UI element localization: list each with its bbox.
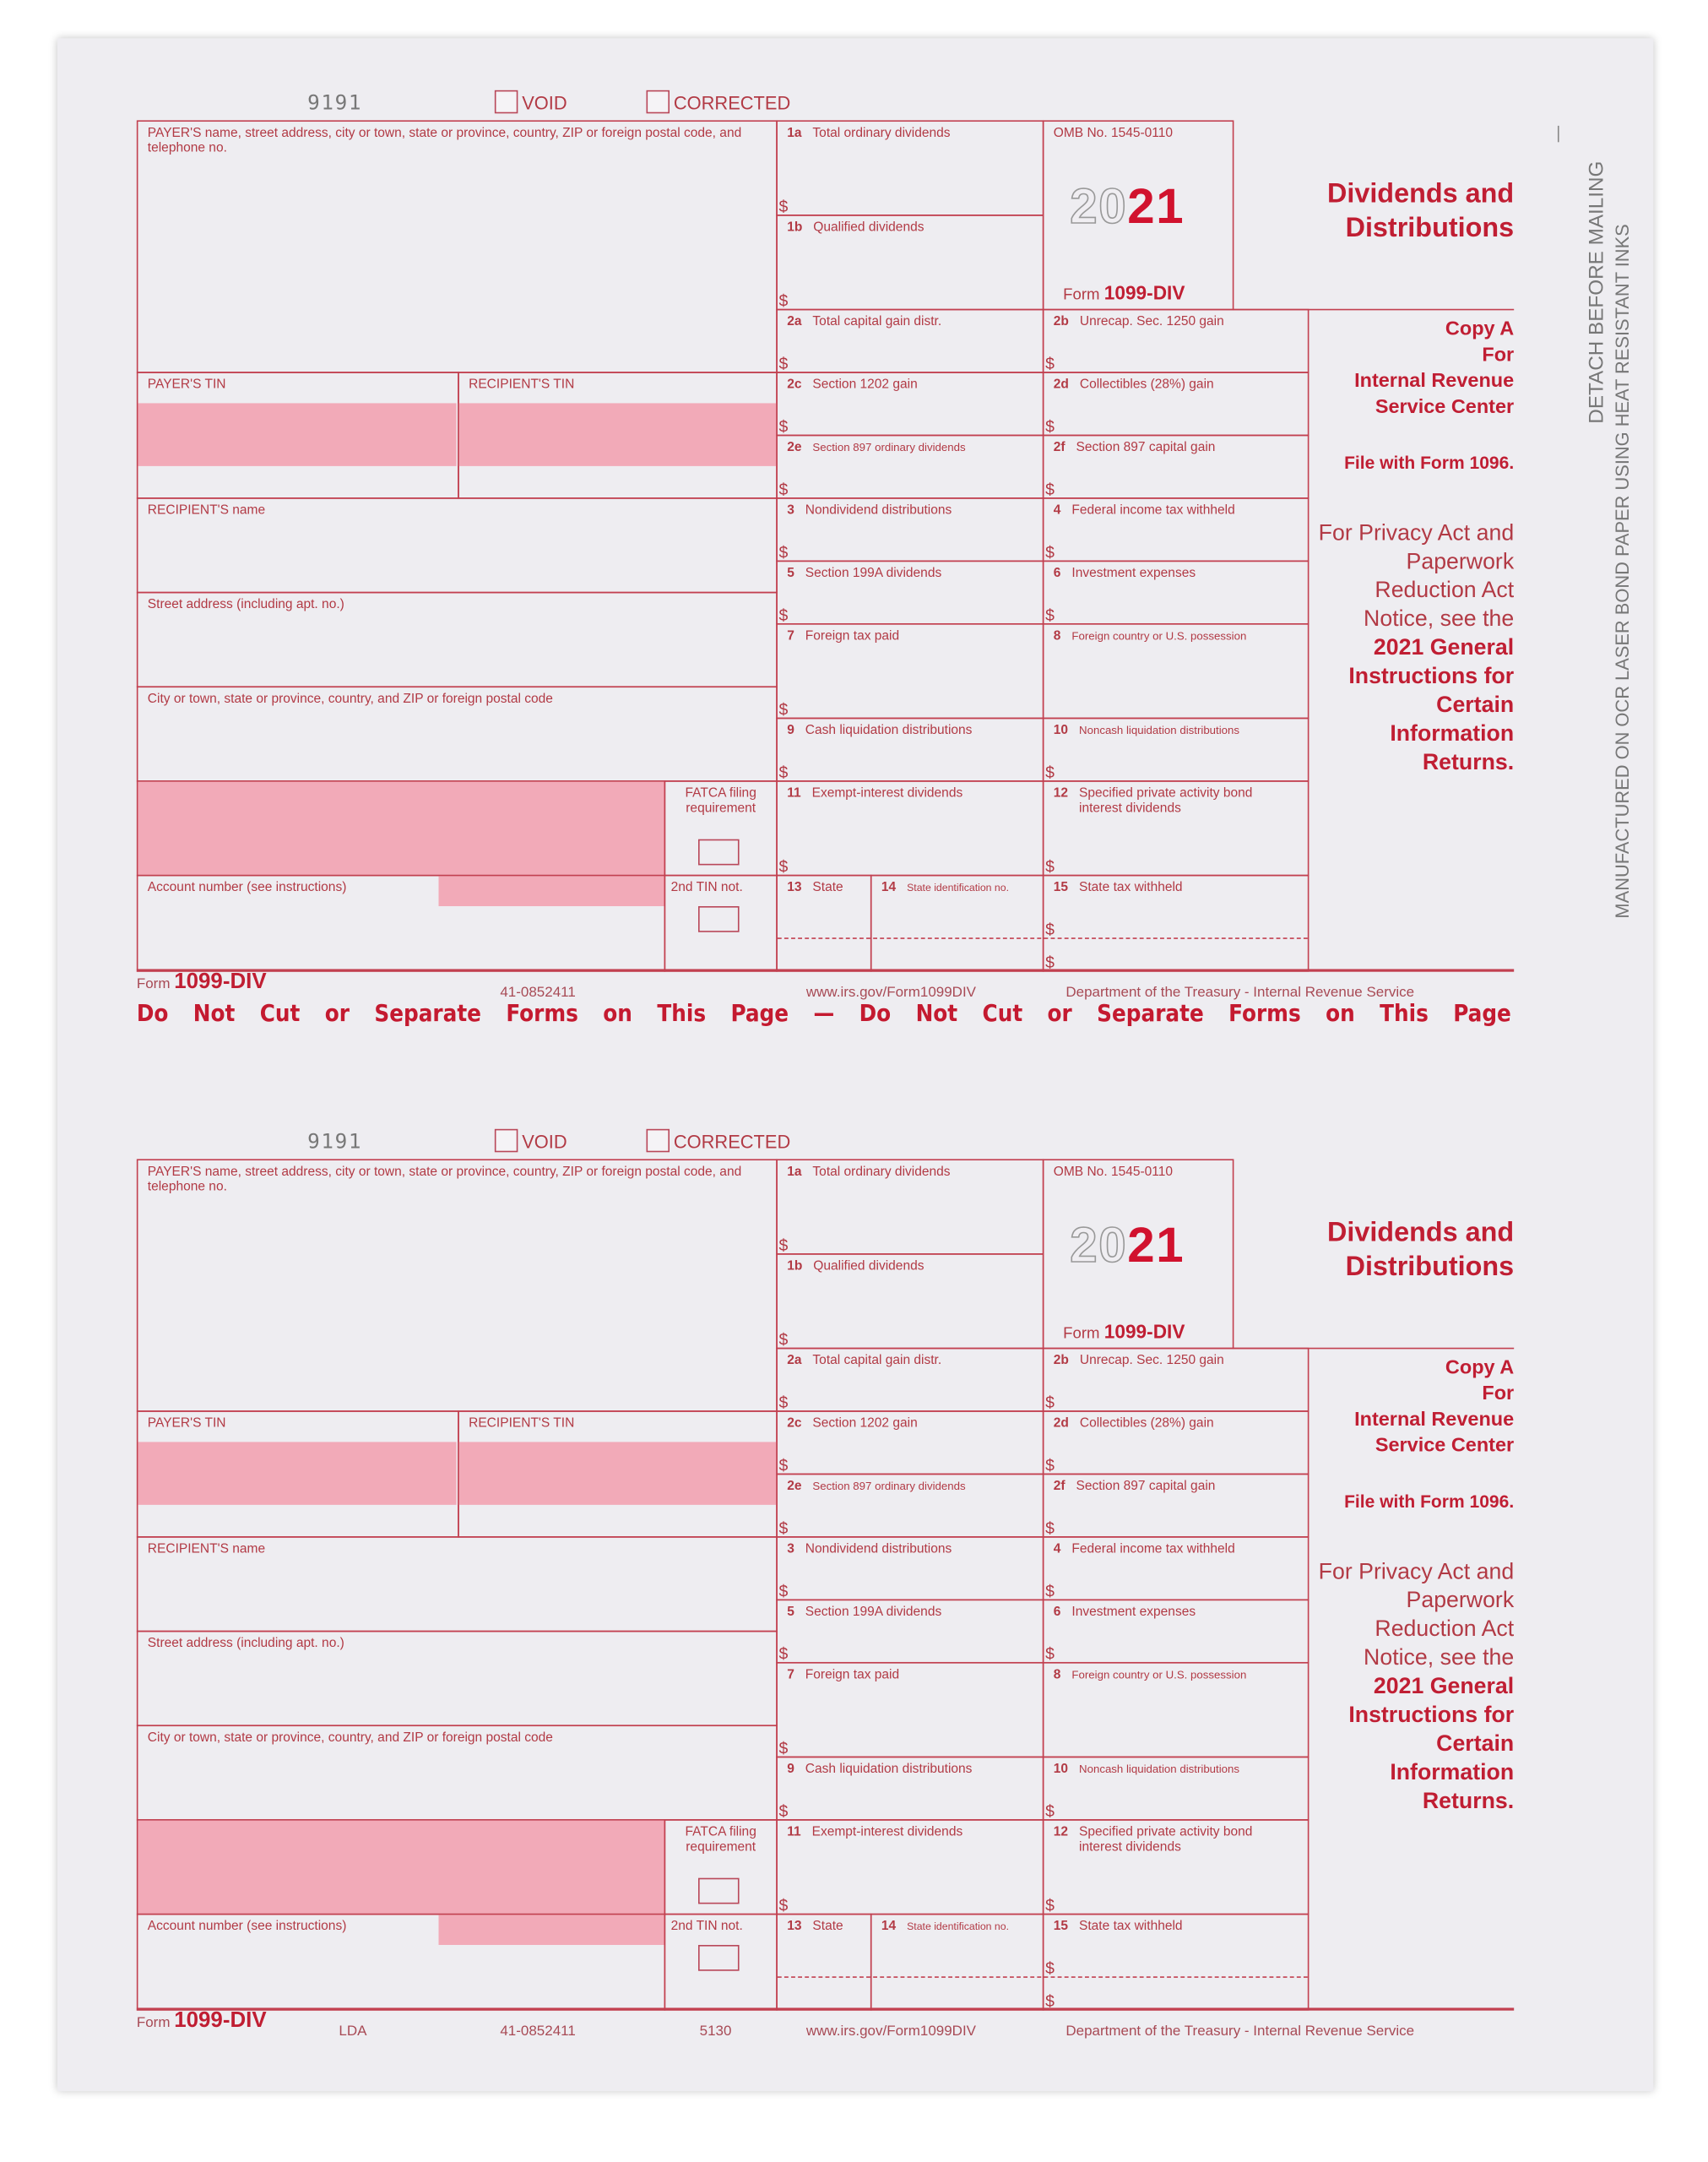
- box-9[interactable]: [776, 1757, 1044, 1821]
- footer-dept: Department of the Treasury - Internal Revenue Service: [1065, 2023, 1415, 2040]
- box-num: 13: [787, 880, 802, 896]
- box-label: Total ordinary dividends: [812, 125, 951, 141]
- box-num: 2e: [787, 440, 802, 455]
- box-num: 3: [787, 502, 794, 519]
- box-num: 2e: [787, 1479, 802, 1494]
- box-1b[interactable]: [776, 1253, 1044, 1349]
- do-not-cut-word: Cut: [259, 1000, 301, 1029]
- year-outline: 20: [1070, 177, 1128, 234]
- box-9[interactable]: [776, 718, 1044, 782]
- box-label: Section 897 ordinary dividends: [812, 441, 966, 454]
- do-not-cut-word: This: [657, 1000, 707, 1029]
- fatca-field[interactable]: [664, 780, 778, 876]
- dollar-sign: $: [1045, 354, 1055, 373]
- box-num: 15: [1053, 1919, 1069, 1935]
- box-num: 2b: [1053, 1353, 1069, 1369]
- dollar-sign: $: [778, 291, 789, 311]
- box-label: Qualified dividends: [813, 220, 924, 236]
- form-1099-div-top: [0, 90, 1708, 1104]
- dollar-sign: $: [1045, 1801, 1055, 1821]
- box-label: Federal income tax withheld: [1071, 502, 1235, 519]
- box-num: 1a: [787, 125, 802, 141]
- box-num: 7: [787, 628, 794, 644]
- account-label: Account number (see instructions): [147, 880, 347, 896]
- box-1a[interactable]: [776, 120, 1044, 215]
- box-num: 15: [1053, 880, 1069, 896]
- box-4[interactable]: [1043, 1536, 1309, 1600]
- box-num: 2a: [787, 314, 802, 330]
- tax-year: [1070, 177, 1185, 235]
- dollar-sign: $: [1045, 856, 1055, 877]
- box-label: Foreign country or U.S. possession: [1071, 1669, 1247, 1681]
- do-not-cut-word: Page: [1453, 1000, 1511, 1029]
- tax-year: [1070, 1216, 1185, 1274]
- divider: [1233, 309, 1514, 311]
- privacy-notice: [1309, 1558, 1514, 1817]
- box-5[interactable]: [776, 1600, 1044, 1664]
- recipient-name-label: RECIPIENT'S name: [147, 1541, 266, 1557]
- dollar-sign: $: [778, 699, 789, 720]
- box-num: 9: [787, 1762, 794, 1777]
- form-id: [1063, 281, 1185, 303]
- box-num: 2c: [787, 377, 802, 393]
- box-label: Section 199A dividends: [805, 1605, 942, 1620]
- dollar-sign: $: [778, 197, 789, 216]
- street-label: Street address (including apt. no.): [147, 1636, 344, 1652]
- privacy-bold: 2021 General Instructions for Certain Information Returns.: [1348, 1674, 1515, 1814]
- second-tin-checkbox[interactable]: [698, 906, 740, 932]
- box-num: 11: [787, 1824, 801, 1840]
- box-num: 2a: [787, 1353, 802, 1369]
- footer-form-word: Form: [136, 2014, 171, 2031]
- recipient-tin-pink-area: [459, 1442, 776, 1504]
- box-11[interactable]: [776, 1819, 1044, 1915]
- account-pink-area: [439, 876, 664, 906]
- footer-form-name: 1099-DIV: [174, 970, 267, 994]
- form-word: Form: [1063, 1325, 1100, 1343]
- dollar-sign: $: [778, 542, 789, 562]
- recipient-name-field[interactable]: [137, 1536, 778, 1632]
- box-7[interactable]: [776, 623, 1044, 719]
- box-13[interactable]: [776, 1914, 871, 2011]
- second-tin-label: 2nd TIN not.: [670, 1919, 743, 1935]
- dollar-sign: $: [778, 416, 789, 437]
- form-bottom-rule: [137, 969, 1514, 971]
- box-label: State: [812, 880, 843, 896]
- box-label: State: [812, 1919, 843, 1935]
- box-15[interactable]: [1043, 875, 1309, 972]
- box-num: 8: [1053, 1667, 1061, 1683]
- second-tin-checkbox[interactable]: [698, 1945, 740, 1971]
- void-box[interactable]: [495, 1129, 518, 1153]
- year-bold: 21: [1127, 1216, 1185, 1273]
- dollar-sign: $: [1045, 1518, 1055, 1538]
- box-num: 1b: [787, 1258, 803, 1274]
- box-label: Exempt-interest dividends: [811, 785, 963, 801]
- privacy-text: For Privacy Act and Paperwork Reduction Act Notice, see the: [1318, 520, 1515, 632]
- dollar-sign: $: [778, 1581, 789, 1601]
- payer-name-field[interactable]: [137, 1159, 778, 1411]
- omb-number: OMB No. 1545-0110: [1053, 125, 1174, 141]
- detach-mark: [1558, 126, 1559, 142]
- box-13[interactable]: [776, 875, 871, 972]
- fatca-checkbox[interactable]: [698, 839, 740, 866]
- box-label: Nondividend distributions: [805, 1541, 952, 1557]
- city-label: City or town, state or province, country, and ZIP or foreign postal code: [147, 1730, 553, 1746]
- footer-url: www.irs.gov/Form1099DIV: [805, 984, 977, 1001]
- city-field[interactable]: [137, 1725, 778, 1820]
- box-label: Unrecap. Sec. 1250 gain: [1079, 1353, 1224, 1369]
- box-14[interactable]: [870, 1914, 1044, 2011]
- footer-form-word: Form: [136, 975, 171, 992]
- pink-area: [138, 1821, 664, 1914]
- dollar-sign: $: [778, 480, 789, 499]
- footer-ein: 41-0852411: [500, 984, 576, 1001]
- box-label: Collectibles (28%) gain: [1079, 1415, 1214, 1431]
- box-label: State identification no.: [907, 881, 1010, 894]
- box-num: 6: [1053, 566, 1061, 581]
- recipient-tin-label: RECIPIENT'S TIN: [469, 377, 575, 393]
- do-not-cut-word: Separate: [374, 1000, 481, 1029]
- do-not-cut-word: Separate: [1097, 1000, 1204, 1029]
- corrected-label: CORRECTED: [673, 93, 791, 114]
- do-not-cut-word: —: [813, 1000, 835, 1029]
- box-8[interactable]: [1043, 1662, 1309, 1757]
- box-num: 5: [787, 566, 794, 581]
- dollar-sign: $: [778, 354, 789, 373]
- box-label: Specified private activity bond interest dividends: [1079, 1824, 1253, 1855]
- box-label: Unrecap. Sec. 1250 gain: [1079, 314, 1224, 330]
- box-3[interactable]: [776, 1536, 1044, 1600]
- box-label: Section 897 capital gain: [1076, 440, 1216, 455]
- box-15[interactable]: [1043, 1914, 1309, 2011]
- box-1a[interactable]: [776, 1159, 1044, 1254]
- dollar-sign: $: [778, 1329, 789, 1350]
- box-num: 2f: [1053, 440, 1065, 455]
- do-not-cut-word: or: [1047, 1000, 1072, 1029]
- dollar-sign: $: [1045, 542, 1055, 562]
- do-not-cut-word: Cut: [982, 1000, 1023, 1029]
- box-num: 5: [787, 1605, 794, 1620]
- dollar-sign: $: [778, 1738, 789, 1758]
- file-with: File with Form 1096.: [1344, 1491, 1515, 1512]
- manufactured-text: MANUFACTURED ON OCR LASER BOND PAPER USING HEAT RESISTANT INKS: [1612, 224, 1633, 919]
- box-label: Noncash liquidation distributions: [1079, 1763, 1240, 1776]
- street-label: Street address (including apt. no.): [147, 597, 344, 613]
- box-num: 8: [1053, 628, 1061, 644]
- do-not-cut-word: Page: [730, 1000, 789, 1029]
- box-label: Foreign tax paid: [805, 628, 900, 644]
- footer-ein: 41-0852411: [500, 2023, 576, 2040]
- corrected-box[interactable]: [647, 1129, 670, 1153]
- box-2c[interactable]: [776, 372, 1044, 436]
- box-label: Section 199A dividends: [805, 566, 942, 581]
- box-num: 7: [787, 1667, 794, 1683]
- footer-cat: LDA: [339, 2023, 367, 2040]
- copy-a: Copy A: [1445, 1357, 1515, 1379]
- dollar-sign: $: [1045, 480, 1055, 499]
- street-address-field[interactable]: [137, 592, 778, 687]
- box-10[interactable]: [1043, 1757, 1309, 1821]
- box-label: Cash liquidation distributions: [805, 1762, 973, 1777]
- privacy-notice: [1309, 519, 1514, 778]
- form-name: 1099-DIV: [1103, 1320, 1185, 1343]
- box-label: State tax withheld: [1079, 1919, 1183, 1935]
- dollar-sign: $: [1045, 920, 1055, 939]
- payer-tin-label: PAYER'S TIN: [147, 1415, 226, 1431]
- year-bold: 21: [1127, 177, 1185, 234]
- corrected-label: CORRECTED: [673, 1132, 791, 1153]
- recipient-name-label: RECIPIENT'S name: [147, 502, 266, 519]
- footer-url: www.irs.gov/Form1099DIV: [805, 2023, 977, 2040]
- box-label: Cash liquidation distributions: [805, 723, 973, 738]
- footer-form-name: 1099-DIV: [174, 2009, 267, 2033]
- dollar-sign: $: [778, 1455, 789, 1475]
- box-label: Total capital gain distr.: [812, 1353, 942, 1369]
- corrected-box[interactable]: [647, 90, 670, 114]
- second-tin-field[interactable]: [664, 1914, 778, 2011]
- box-label: Section 1202 gain: [812, 1415, 918, 1431]
- box-num: 4: [1053, 1541, 1061, 1557]
- box-14[interactable]: [870, 875, 1044, 972]
- box-label: Section 897 ordinary dividends: [812, 1480, 966, 1493]
- dollar-sign: $: [1045, 416, 1055, 437]
- state-divider: [778, 1976, 1308, 1978]
- box-num: 13: [787, 1919, 802, 1935]
- box-num: 6: [1053, 1605, 1061, 1620]
- pink-area: [138, 782, 664, 875]
- recipient-tin-pink-area: [459, 403, 776, 465]
- fatca-field[interactable]: [664, 1819, 778, 1915]
- fatca-label: FATCA filing requirement: [685, 785, 756, 817]
- city-label: City or town, state or province, country, and ZIP or foreign postal code: [147, 691, 553, 707]
- payer-name-label: PAYER'S name, street address, city or town, state or province, country, ZIP or foreign postal code, and telephone no.: [147, 125, 742, 156]
- account-pink-area: [439, 1915, 664, 1945]
- box-label: Section 897 capital gain: [1076, 1479, 1216, 1494]
- box-num: 12: [1053, 1824, 1069, 1840]
- box-num: 3: [787, 1541, 794, 1557]
- dollar-sign: $: [778, 1643, 789, 1664]
- box-label: Foreign tax paid: [805, 1667, 900, 1683]
- payer-name-label: PAYER'S name, street address, city or town, state or province, country, ZIP or foreign postal code, and telephone no.: [147, 1164, 742, 1195]
- box-3[interactable]: [776, 497, 1044, 562]
- box-label: Total capital gain distr.: [812, 314, 942, 330]
- box-6[interactable]: [1043, 561, 1309, 625]
- box-1b[interactable]: [776, 215, 1044, 310]
- box-7[interactable]: [776, 1662, 1044, 1757]
- box-2e[interactable]: [776, 1474, 1044, 1538]
- dollar-sign: $: [1045, 953, 1055, 972]
- box-num: 12: [1053, 785, 1069, 801]
- box-label: Investment expenses: [1071, 1605, 1196, 1620]
- box-10[interactable]: [1043, 718, 1309, 782]
- irs-center: Internal Revenue Service Center: [1354, 1409, 1515, 1458]
- payer-tin-pink-area: [138, 1442, 456, 1504]
- recipient-name-field[interactable]: [137, 497, 778, 593]
- form-word: Form: [1063, 286, 1100, 304]
- dollar-sign: $: [778, 763, 789, 782]
- box-num: 2d: [1053, 1415, 1069, 1431]
- dollar-sign: $: [1045, 1455, 1055, 1475]
- box-label: Section 1202 gain: [812, 377, 918, 393]
- box-num: 10: [1053, 1762, 1069, 1777]
- void-label: VOID: [522, 1132, 567, 1153]
- box-label: Investment expenses: [1071, 566, 1196, 581]
- payer-name-field[interactable]: [137, 120, 778, 372]
- box-num: 14: [881, 880, 897, 896]
- footer-form-id: [137, 970, 267, 995]
- box-num: 2b: [1053, 314, 1069, 330]
- payer-tin-pink-area: [138, 403, 456, 465]
- dollar-sign: $: [778, 1801, 789, 1821]
- box-num: 11: [787, 785, 801, 801]
- box-label: Collectibles (28%) gain: [1079, 377, 1214, 393]
- dollar-sign: $: [1045, 1895, 1055, 1915]
- dollar-sign: $: [1045, 1393, 1055, 1412]
- void-checkbox[interactable]: [495, 1129, 567, 1153]
- for: For: [1482, 344, 1515, 367]
- dollar-sign: $: [778, 1393, 789, 1412]
- privacy-bold: 2021 General Instructions for Certain Information Returns.: [1348, 635, 1515, 775]
- omb-number: OMB No. 1545-0110: [1053, 1164, 1174, 1180]
- box-label: State identification no.: [907, 1920, 1010, 1933]
- dollar-sign: $: [1045, 1643, 1055, 1664]
- box-label: Foreign country or U.S. possession: [1071, 630, 1247, 643]
- box-label: State tax withheld: [1079, 880, 1183, 896]
- form-name: 1099-DIV: [1103, 281, 1185, 304]
- copy-a-block: [1309, 1355, 1514, 1459]
- form-id: [1063, 1320, 1185, 1342]
- for: For: [1482, 1382, 1515, 1405]
- fatca-checkbox[interactable]: [698, 1878, 740, 1904]
- box-2d[interactable]: [1043, 372, 1309, 436]
- box-12[interactable]: [1043, 780, 1309, 876]
- copy-a: Copy A: [1445, 318, 1515, 340]
- box-2a[interactable]: [776, 309, 1044, 373]
- dollar-sign: $: [778, 856, 789, 877]
- corrected-checkbox[interactable]: [647, 90, 791, 114]
- file-with: File with Form 1096.: [1344, 452, 1515, 473]
- box-2b[interactable]: [1043, 1348, 1309, 1412]
- dollar-sign: $: [778, 1236, 789, 1255]
- state-divider: [778, 937, 1308, 939]
- dollar-sign: $: [778, 605, 789, 625]
- dollar-sign: $: [1045, 605, 1055, 625]
- box-label: Noncash liquidation distributions: [1079, 724, 1240, 737]
- footer-dept: Department of the Treasury - Internal Revenue Service: [1065, 984, 1415, 1001]
- dollar-sign: $: [1045, 1958, 1055, 1978]
- box-num: 2c: [787, 1415, 802, 1431]
- city-field[interactable]: [137, 686, 778, 781]
- box-12[interactable]: [1043, 1819, 1309, 1915]
- do-not-cut-word: Forms: [1228, 1000, 1301, 1029]
- form-1099-div-bottom: [0, 1128, 1708, 2143]
- box-2f[interactable]: [1043, 1474, 1309, 1538]
- box-2d[interactable]: [1043, 1410, 1309, 1475]
- street-address-field[interactable]: [137, 1631, 778, 1726]
- box-num: 2f: [1053, 1479, 1065, 1494]
- do-not-cut-word: Not: [192, 1000, 236, 1029]
- box-2e[interactable]: [776, 435, 1044, 499]
- copy-a-block: [1309, 317, 1514, 421]
- do-not-cut-word: on: [603, 1000, 632, 1029]
- void-box[interactable]: [495, 90, 518, 114]
- box-num: 4: [1053, 502, 1061, 519]
- box-label: Qualified dividends: [813, 1258, 924, 1274]
- box-label: Specified private activity bond interest dividends: [1079, 785, 1253, 817]
- box-2c[interactable]: [776, 1410, 1044, 1475]
- irs-center: Internal Revenue Service Center: [1354, 370, 1515, 419]
- fatca-label: FATCA filing requirement: [685, 1824, 756, 1855]
- box-8[interactable]: [1043, 623, 1309, 719]
- do-not-cut-word: or: [324, 1000, 350, 1029]
- form-title: Dividends and Distributions: [1326, 179, 1515, 244]
- form-bottom-rule: [137, 2007, 1514, 2010]
- box-4[interactable]: [1043, 497, 1309, 562]
- do-not-cut-word: Forms: [506, 1000, 578, 1029]
- form-code-number: 9191: [307, 1128, 363, 1154]
- recipient-tin-label: RECIPIENT'S TIN: [469, 1415, 575, 1431]
- footer-form-id: [137, 2009, 267, 2034]
- second-tin-label: 2nd TIN not.: [670, 880, 743, 896]
- form-title: Dividends and Distributions: [1326, 1217, 1515, 1283]
- do-not-cut-banner: [137, 1001, 1511, 1028]
- do-not-cut-word: Not: [915, 1000, 958, 1029]
- unlabeled-pink-field[interactable]: [137, 780, 665, 876]
- void-checkbox[interactable]: [495, 90, 567, 114]
- box-5[interactable]: [776, 561, 1044, 625]
- do-not-cut-word: on: [1326, 1000, 1355, 1029]
- box-2a[interactable]: [776, 1348, 1044, 1412]
- box-label: Federal income tax withheld: [1071, 1541, 1235, 1557]
- box-2b[interactable]: [1043, 309, 1309, 373]
- dollar-sign: $: [778, 1518, 789, 1538]
- box-label: Exempt-interest dividends: [811, 1824, 963, 1840]
- payer-tin-label: PAYER'S TIN: [147, 377, 226, 393]
- box-6[interactable]: [1043, 1600, 1309, 1664]
- box-11[interactable]: [776, 780, 1044, 876]
- divider: [1233, 1348, 1514, 1350]
- box-num: 9: [787, 723, 794, 738]
- corrected-checkbox[interactable]: [647, 1129, 791, 1153]
- detach-text: DETACH BEFORE MAILING: [1585, 160, 1608, 424]
- dollar-sign: $: [1045, 1991, 1055, 2011]
- box-2f[interactable]: [1043, 435, 1309, 499]
- dollar-sign: $: [1045, 1581, 1055, 1601]
- box-num: 14: [881, 1919, 897, 1935]
- footer-code: 5130: [699, 2023, 732, 2040]
- box-num: 1b: [787, 220, 803, 236]
- unlabeled-pink-field[interactable]: [137, 1819, 665, 1915]
- dollar-sign: $: [778, 1895, 789, 1915]
- do-not-cut-word: Do: [859, 1000, 892, 1029]
- form-code-number: 9191: [307, 90, 363, 115]
- dollar-sign: $: [1045, 763, 1055, 782]
- box-label: Nondividend distributions: [805, 502, 952, 519]
- year-outline: 20: [1070, 1216, 1128, 1273]
- void-label: VOID: [522, 93, 567, 114]
- box-label: Total ordinary dividends: [812, 1164, 951, 1180]
- second-tin-field[interactable]: [664, 875, 778, 972]
- account-label: Account number (see instructions): [147, 1919, 347, 1935]
- do-not-cut-word: This: [1380, 1000, 1429, 1029]
- do-not-cut-word: Do: [136, 1000, 169, 1029]
- privacy-text: For Privacy Act and Paperwork Reduction Act Notice, see the: [1318, 1559, 1515, 1670]
- box-num: 2d: [1053, 377, 1069, 393]
- box-num: 1a: [787, 1164, 802, 1180]
- box-num: 10: [1053, 723, 1069, 738]
